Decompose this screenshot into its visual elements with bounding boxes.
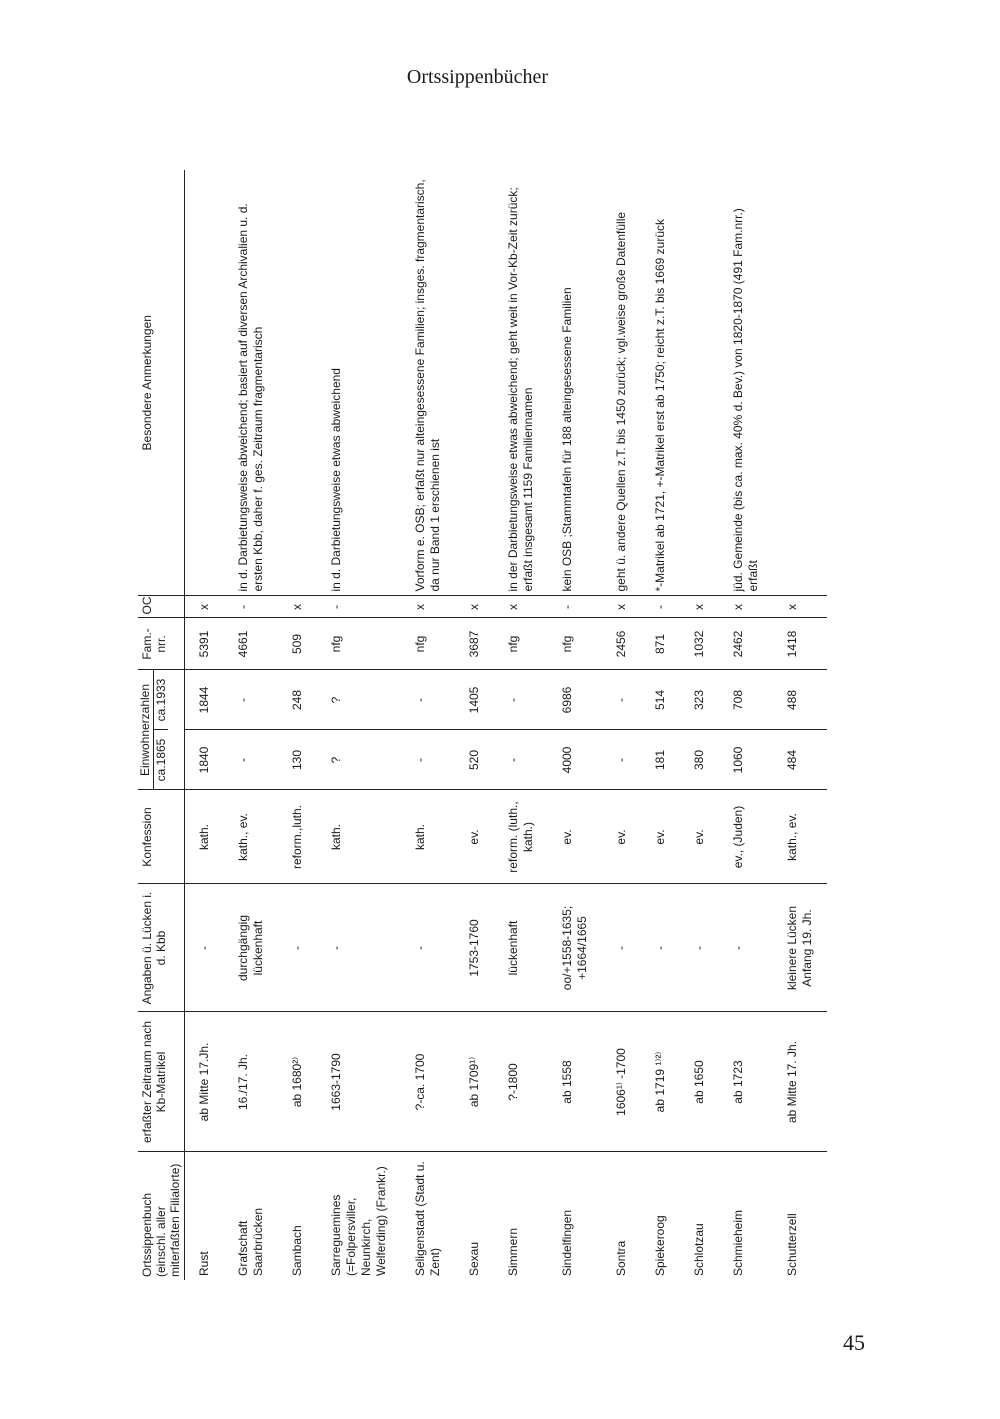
cell-confession: ev., (Juden) — [719, 790, 773, 884]
cell-confession: reform. (luth., kath.) — [494, 790, 548, 884]
header-population — [138, 670, 185, 790]
table-header-row — [138, 170, 185, 1280]
table-row — [602, 170, 641, 1280]
cell-place: Schlotzau — [692, 1223, 706, 1276]
header-pop1865: ca.1865 — [154, 738, 168, 782]
cell-pop-1865: 130 — [278, 730, 317, 790]
cell-gaps: - — [719, 884, 773, 1012]
cell-oc-mark: - — [548, 596, 602, 618]
cell-oc-mark: x — [719, 596, 773, 618]
table-row — [773, 170, 827, 1280]
cell-oc-mark: x — [455, 596, 494, 618]
cell-confession: ev. — [680, 790, 719, 884]
header-population-label: Einwohnerzahlen — [138, 671, 154, 790]
cell-oc-mark: - — [641, 596, 680, 618]
cell-notes — [680, 170, 719, 596]
cell-pop-1933: - — [602, 670, 641, 730]
cell-confession: kath. — [185, 790, 225, 884]
cell-pop-1933: 323 — [680, 670, 719, 730]
cell-period: ab 1719 ¹⁾²⁾ — [641, 1012, 680, 1152]
cell-pop-1865: 1060 — [719, 730, 773, 790]
cell-period: ab 1650 — [680, 1012, 719, 1152]
cell-place: Sexau — [467, 1241, 481, 1276]
cell-period: ab 1723 — [719, 1012, 773, 1152]
cell-period: ab Mitte 17.Jh. — [185, 1012, 225, 1152]
cell-pop-1933: 488 — [773, 670, 827, 730]
cell-oc-mark: x — [278, 596, 317, 618]
cell-confession: ev. — [602, 790, 641, 884]
cell-confession: ev. — [641, 790, 680, 884]
cell-family-numbers: 871 — [641, 618, 680, 670]
cell-period: ab Mitte 17. Jh. — [773, 1012, 827, 1152]
cell-gaps: - — [641, 884, 680, 1012]
cell-confession: reform.,luth. — [278, 790, 317, 884]
cell-oc-mark: x — [494, 596, 548, 618]
cell-notes — [773, 170, 827, 596]
cell-confession: kath. — [317, 790, 401, 884]
table-row — [548, 170, 602, 1280]
cell-gaps: durchgängig lückenhaft — [224, 884, 278, 1012]
cell-place: Sambach — [290, 1225, 304, 1276]
cell-family-numbers: 1418 — [773, 618, 827, 670]
cell-pop-1933: 6986 — [548, 670, 602, 730]
cell-oc-mark: - — [317, 596, 401, 618]
cell-gaps: lückenhaft — [494, 884, 548, 1012]
cell-place: Schmieheim — [731, 1209, 745, 1276]
cell-pop-1865: 380 — [680, 730, 719, 790]
cell-family-numbers: 2456 — [602, 618, 641, 670]
table-body — [185, 170, 828, 1280]
cell-pop-1865: 484 — [773, 730, 827, 790]
table-row — [641, 170, 680, 1280]
cell-gaps: - — [278, 884, 317, 1012]
header-families: Fam.-nrr. — [138, 618, 185, 670]
cell-gaps: kleinere Lücken Anfang 19. Jh. — [773, 884, 827, 1012]
table-row — [401, 170, 455, 1280]
table-row — [278, 170, 317, 1280]
cell-family-numbers: nfg — [317, 618, 401, 670]
header-confession: Konfession — [138, 790, 185, 884]
cell-place: Sarreguemines (=Folpersviller, Neunkirch, Welferding) (Frankr.) — [329, 1166, 388, 1276]
cell-gaps: - — [401, 884, 455, 1012]
cell-family-numbers: nfg — [548, 618, 602, 670]
cell-place: Schutterzell — [785, 1213, 799, 1276]
cell-notes — [455, 170, 494, 596]
header-gaps: Angaben ü. Lücken i. d. Kbb — [138, 884, 185, 1012]
cell-pop-1933: 248 — [278, 670, 317, 730]
cell-oc-mark: x — [680, 596, 719, 618]
cell-place: Seligenstadt (Stadt u. Zent) — [413, 1161, 442, 1276]
cell-oc-mark: x — [773, 596, 827, 618]
cell-pop-1933: - — [494, 670, 548, 730]
cell-oc-mark: x — [602, 596, 641, 618]
cell-pop-1865: 520 — [455, 730, 494, 790]
cell-family-numbers: 1032 — [680, 618, 719, 670]
cell-notes: kein OSB ;Stammtafeln für 188 alteingesessene Familien — [548, 170, 602, 596]
cell-period: 16./17. Jh. — [224, 1012, 278, 1152]
table-row — [719, 170, 773, 1280]
cell-oc-mark: x — [185, 596, 225, 618]
cell-pop-1865: - — [401, 730, 455, 790]
cell-pop-1865: 4000 — [548, 730, 602, 790]
cell-period: 1663-1790 — [317, 1012, 401, 1152]
cell-oc-mark: - — [224, 596, 278, 618]
cell-place: Simmern — [506, 1227, 520, 1276]
cell-place: Spiekeroog — [653, 1215, 667, 1276]
cell-pop-1865: - — [494, 730, 548, 790]
cell-notes — [185, 170, 225, 596]
cell-gaps: - — [317, 884, 401, 1012]
cell-pop-1865: 181 — [641, 730, 680, 790]
cell-gaps: - — [185, 884, 225, 1012]
cell-pop-1865: 1840 — [185, 730, 225, 790]
cell-gaps: 1753-1760 — [455, 884, 494, 1012]
cell-place: Grafschaft Saarbrücken — [236, 1207, 265, 1276]
cell-pop-1933: - — [224, 670, 278, 730]
cell-family-numbers: 3687 — [455, 618, 494, 670]
cell-pop-1865: - — [224, 730, 278, 790]
cell-place: Rust — [197, 1251, 211, 1276]
header-oc: OC — [138, 596, 185, 618]
cell-pop-1933: 1844 — [185, 670, 225, 730]
cell-period: ab 1709¹⁾ — [455, 1012, 494, 1152]
cell-period: ab 1680²⁾ — [278, 1012, 317, 1152]
cell-pop-1933: 708 — [719, 670, 773, 730]
cell-family-numbers: nfg — [494, 618, 548, 670]
cell-place: Sontra — [614, 1240, 628, 1276]
table-row — [185, 170, 225, 1280]
cell-oc-mark: x — [401, 596, 455, 618]
cell-family-numbers: 2462 — [719, 618, 773, 670]
cell-period: 1606¹⁾ -1700 — [602, 1012, 641, 1152]
header-pop1933: ca.1933 — [154, 671, 168, 731]
register-table — [138, 170, 827, 1280]
cell-gaps: - — [680, 884, 719, 1012]
cell-family-numbers: nfg — [401, 618, 455, 670]
page-number: 45 — [843, 1330, 865, 1355]
cell-notes: geht ü. andere Quellen z.T. bis 1450 zurück; vgl.weise große Datenfülle — [602, 170, 641, 596]
header-notes: Besondere Anmerkungen — [138, 170, 185, 596]
cell-pop-1865: - — [602, 730, 641, 790]
cell-notes: in der Darbietungsweise etwas abweichend; geht weit in Vor-Kb-Zeit zurück; erfaßt insgesamt 1159 Familiennamen — [494, 170, 548, 596]
cell-gaps: - — [602, 884, 641, 1012]
cell-confession: kath., ev. — [224, 790, 278, 884]
cell-confession: kath., ev. — [773, 790, 827, 884]
cell-pop-1933: - — [401, 670, 455, 730]
cell-notes: in d. Darbietungsweise etwas abweichend — [317, 170, 401, 596]
cell-pop-1865: ? — [317, 730, 401, 790]
cell-family-numbers: 509 — [278, 618, 317, 670]
cell-pop-1933: 1405 — [455, 670, 494, 730]
table-row — [455, 170, 494, 1280]
cell-place: Sindelfingen — [560, 1209, 574, 1276]
table-row — [494, 170, 548, 1280]
cell-period: ab 1558 — [548, 1012, 602, 1152]
cell-period: ?-1800 — [494, 1012, 548, 1152]
cell-family-numbers: 5391 — [185, 618, 225, 670]
cell-family-numbers: 4661 — [224, 618, 278, 670]
header-place: Ortssippenbuch (einschl. aller miterfaßten Filialorte) — [138, 1152, 185, 1280]
cell-pop-1933: 514 — [641, 670, 680, 730]
cell-gaps: oo/+1558-1635; +1664/1665 — [548, 884, 602, 1012]
cell-notes — [278, 170, 317, 596]
running-head: Ortssippenbücher — [406, 66, 548, 88]
cell-notes: jüd. Gemeinde (bis ca. max. 40% d. Bev.) von 1820-1870 (491 Fam.nrr.) erfaßt — [719, 170, 773, 596]
cell-pop-1933: ? — [317, 670, 401, 730]
table-row — [224, 170, 278, 1280]
cell-notes: Vorform e. OSB; erfaßt nur alteingesessene Familien; insges. fragmentarisch, da nur Band 1 erschienen ist — [401, 170, 455, 596]
register-table-rotated — [138, 170, 828, 1280]
cell-notes: *-Matrikel ab 1721, +-Matrikel erst ab 1750; reicht z.T. bis 1669 zurück — [641, 170, 680, 596]
cell-period: ?-ca. 1700 — [401, 1012, 455, 1152]
header-period: erfaßter Zeitraum nach Kb-Matrikel — [138, 1012, 185, 1152]
cell-confession: kath. — [401, 790, 455, 884]
cell-confession: ev. — [548, 790, 602, 884]
cell-notes: in d. Darbietungsweise abweichend; basiert auf diversen Archivalien u. d. ersten Kbb, daher f. ges. Zeitraum fragmentarisch — [224, 170, 278, 596]
table-row — [680, 170, 719, 1280]
table-row — [317, 170, 401, 1280]
cell-confession: ev. — [455, 790, 494, 884]
